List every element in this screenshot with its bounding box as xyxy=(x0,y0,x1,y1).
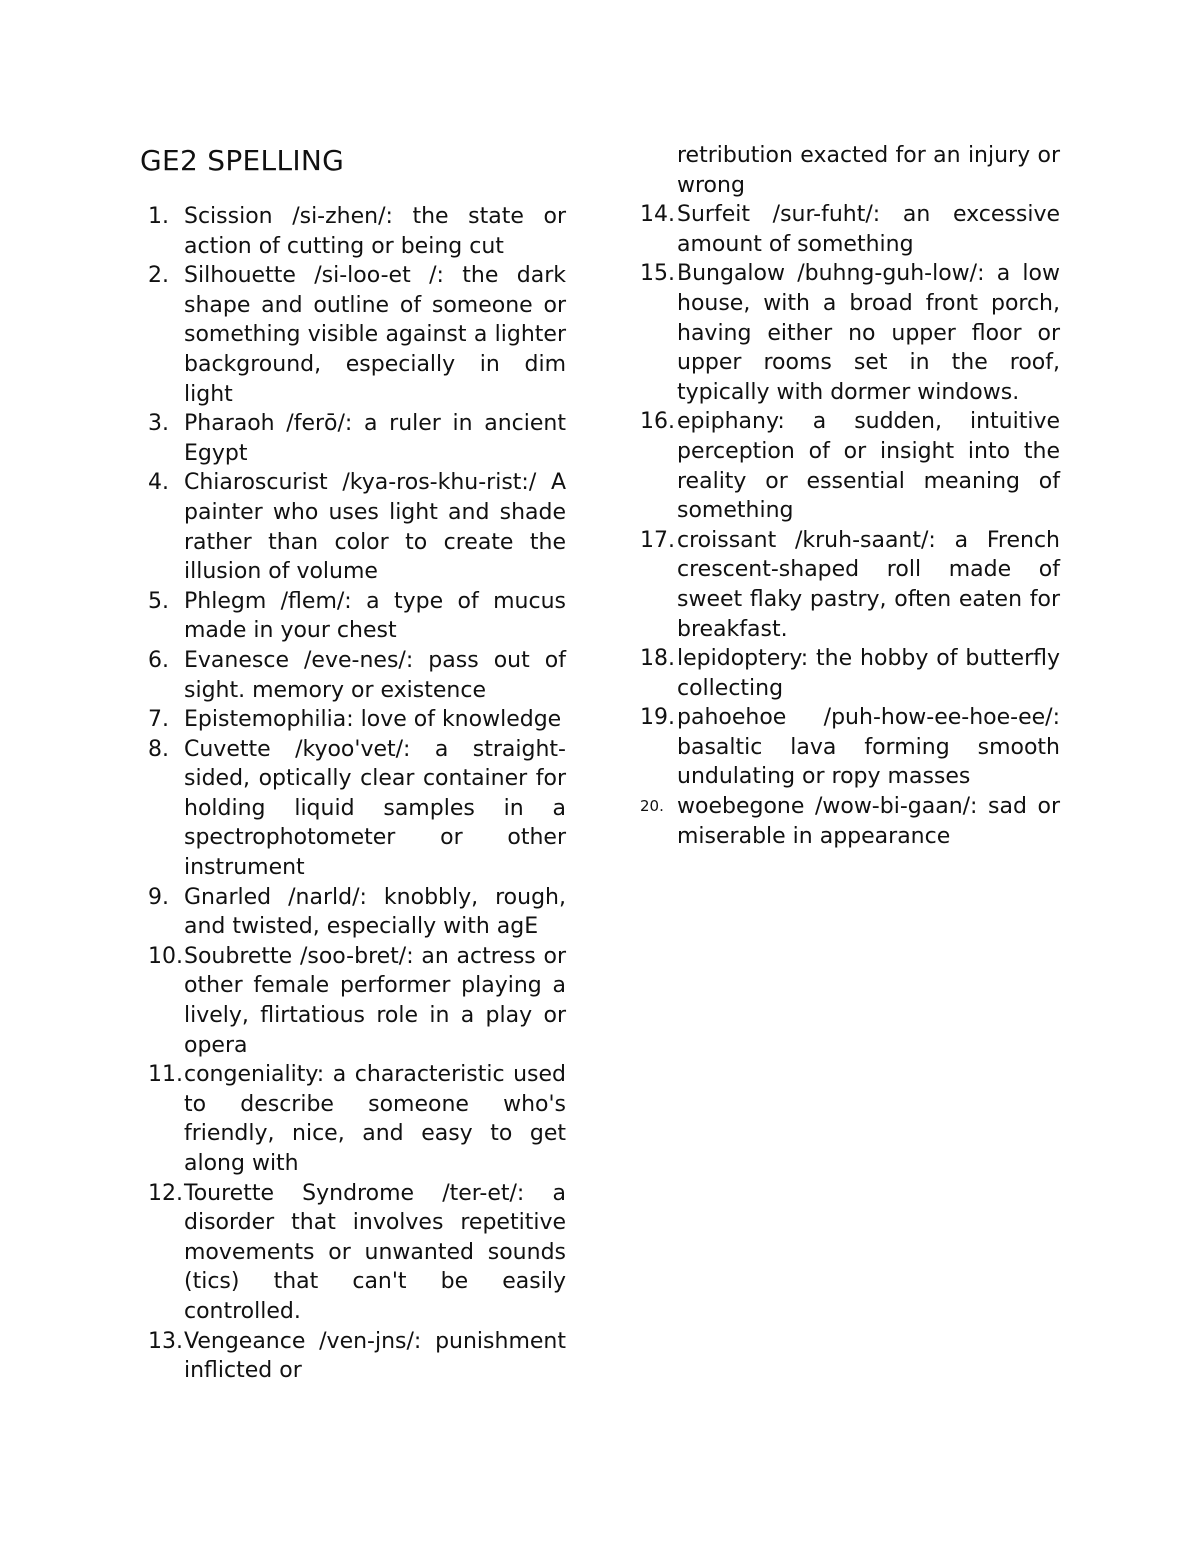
item-text: Silhouette /si-loo-et /: the dark shape and outline of someone or something visible against a lighter background, especially in dim light xyxy=(184,263,566,407)
list-item xyxy=(140,587,566,646)
list-item xyxy=(640,792,1060,851)
list-item xyxy=(140,705,566,735)
item-text: croissant /kruh-saant/: a French crescent-shaped roll made of sweet flaky pastry, often eaten for breakfast. xyxy=(677,527,1060,642)
item-text: Epistemophilia: love of knowledge xyxy=(184,707,562,733)
item-text: Surfeit /sur-fuht/: an excessive amount of something xyxy=(677,202,1060,257)
item-text: Gnarled /narld/: knobbly, rough, and twisted, especially with agE xyxy=(184,884,566,940)
item-number: 1. xyxy=(148,204,169,229)
item-number: 5. xyxy=(148,588,169,614)
list-item xyxy=(140,1179,566,1327)
item-text: Vengeance /ven-jns/: punishment inflicted or xyxy=(184,1328,566,1384)
continued-text: retribution exacted for an injury or wrong xyxy=(677,143,1060,198)
item-text: congeniality: a characteristic used to describe someone who's friendly, nice, and easy to get along with xyxy=(184,1062,566,1176)
list-item xyxy=(140,883,566,942)
word-list-left xyxy=(140,202,566,1386)
list-item xyxy=(140,409,566,468)
item-number: 12. xyxy=(148,1180,183,1206)
list-item xyxy=(140,735,566,883)
item-text: lepidoptery: the hobby of butterfly collecting xyxy=(677,646,1060,701)
item-text: Chiaroscurist /kya-ros-khu-rist:/ A painter who uses light and shade rather than color to create the illusion of volume xyxy=(184,470,566,585)
list-item xyxy=(140,646,566,705)
item-text: Tourette Syndrome /ter-et/: a disorder that involves repetitive movements or unwanted sounds (tics) that can't be easily controlled. xyxy=(184,1180,566,1324)
item-number: 11. xyxy=(148,1062,183,1088)
list-item xyxy=(140,468,566,586)
item-text: Soubrette /soo-bret/: an actress or other female performer playing a lively, flirtatious role in a play or opera xyxy=(184,943,566,1058)
item-number: 2. xyxy=(148,263,169,289)
item-number: 7. xyxy=(148,707,169,733)
item-number: 14. xyxy=(640,202,675,228)
left-column xyxy=(140,142,566,1386)
list-item xyxy=(640,259,1060,407)
document-title: GE2 SPELLING xyxy=(140,144,345,177)
item-text: Cuvette /kyoo'vet/: a straight-sided, optically clear container for holding liquid samples in a spectrophotometer or other instrument xyxy=(184,736,566,881)
list-item xyxy=(140,942,566,1060)
item-text: Evanesce /eve-nes/: pass out of sight. memory or existence xyxy=(184,647,566,703)
right-column xyxy=(640,141,1060,851)
item-text: Pharaoh /ferō/: a ruler in ancient Egypt xyxy=(184,411,566,466)
item-text: Scission /si-zhen/: the state or action of cutting or being cut xyxy=(184,204,566,259)
item-text: woebegone /wow-bi-gaan/: sad or miserable in appearance xyxy=(677,794,1060,849)
item-number: 16. xyxy=(640,409,675,435)
item-number: 19. xyxy=(640,705,675,731)
item-number: 17. xyxy=(640,527,675,553)
list-item xyxy=(140,202,566,261)
item-number: 10. xyxy=(148,943,183,969)
item-text: pahoehoe /puh-how-ee-hoe-ee/: basaltic lava forming smooth undulating or ropy masses xyxy=(677,705,1060,790)
list-item xyxy=(140,1327,566,1386)
item-number: 18. xyxy=(640,646,675,672)
list-item xyxy=(640,703,1060,792)
list-item xyxy=(640,526,1060,644)
item-text: Bungalow /buhng-guh-low/: a low house, with a broad front porch, having either no upper floor or upper rooms set in the roof, typically with dormer windows. xyxy=(677,261,1060,405)
word-list-right xyxy=(640,200,1060,851)
item-number: 8. xyxy=(148,736,169,762)
item-number: 15. xyxy=(640,261,675,287)
list-item xyxy=(140,1060,566,1178)
item-number: 20. xyxy=(640,797,664,816)
item-number: 13. xyxy=(148,1328,183,1354)
item-number: 3. xyxy=(148,411,169,437)
item-number: 4. xyxy=(148,470,169,496)
list-item xyxy=(640,644,1060,703)
item-text: Phlegm /flem/: a type of mucus made in your chest xyxy=(184,588,566,644)
item-text: epiphany: a sudden, intuitive perception of or insight into the reality or essential meaning of something xyxy=(677,409,1060,524)
item-number: 6. xyxy=(148,647,169,673)
list-item xyxy=(640,200,1060,259)
item-number: 9. xyxy=(148,884,169,910)
list-item xyxy=(640,407,1060,525)
list-item xyxy=(140,261,566,409)
